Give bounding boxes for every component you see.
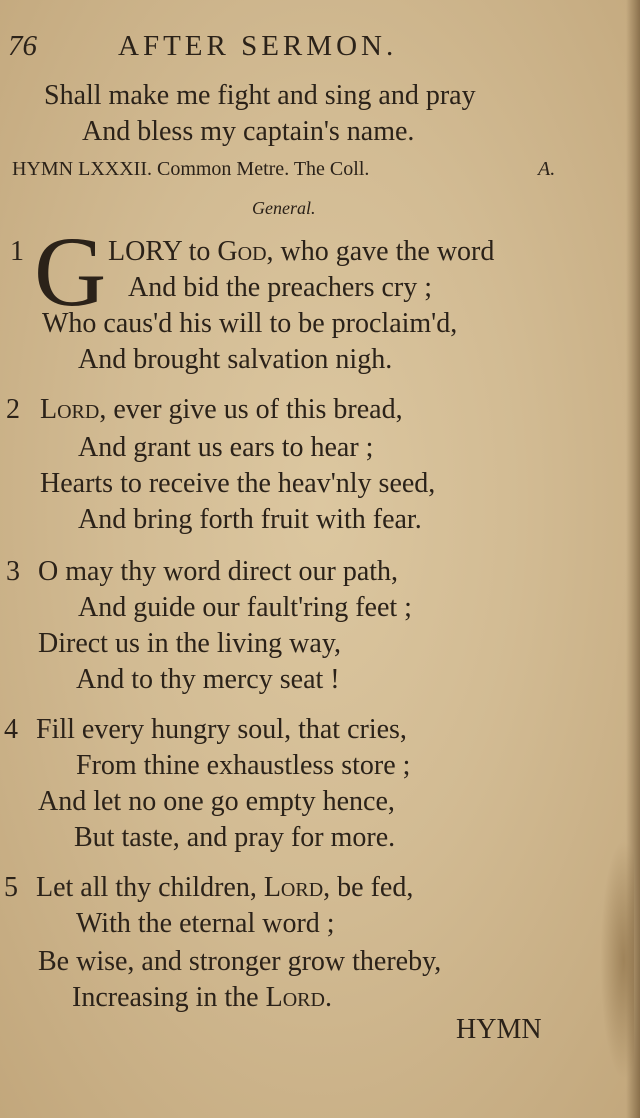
hymn-heading: HYMN LXXXII. Common Metre. The Coll.	[12, 158, 370, 180]
verse-line: From thine exhaustless store ;	[76, 750, 411, 781]
verse-line: And let no one go empty hence,	[38, 786, 395, 817]
verse-line: LORY to God, who gave the word	[108, 236, 495, 267]
catchword: HYMN	[456, 1014, 542, 1045]
verse-line: And grant us ears to hear ;	[78, 432, 374, 463]
drop-cap: G	[34, 216, 107, 327]
verse-line: And brought salvation nigh.	[78, 344, 393, 375]
page-stain	[600, 840, 634, 1080]
stanza-number: 2	[6, 394, 20, 425]
carryover-line-1: Shall make me fight and sing and pray	[44, 80, 476, 111]
hymn-heading-letter: A.	[538, 158, 556, 180]
verse-line: And guide our fault'ring feet ;	[78, 592, 412, 623]
hymn-subheading: General.	[252, 198, 316, 218]
verse-line: With the eternal word ;	[76, 908, 335, 939]
carryover-line-2: And bless my captain's name.	[82, 116, 415, 147]
verse-line: Lord, ever give us of this bread,	[40, 394, 403, 425]
page-number: 76	[8, 30, 37, 62]
verse-line: Increasing in the Lord.	[72, 982, 332, 1013]
stanza-number: 5	[4, 872, 18, 903]
verse-line: Be wise, and stronger grow thereby,	[38, 946, 442, 977]
verse-line: Let all thy children, Lord, be fed,	[36, 872, 414, 903]
verse-line: Who caus'd his will to be proclaim'd,	[42, 308, 458, 339]
verse-line: O may thy word direct our path,	[38, 556, 399, 587]
verse-line: And to thy mercy seat !	[76, 664, 340, 695]
stanza-number: 1	[10, 236, 24, 267]
verse-line: Hearts to receive the heav'nly seed,	[40, 468, 436, 499]
verse-line: Fill every hungry soul, that cries,	[36, 714, 407, 745]
stanza-number: 3	[6, 556, 20, 587]
verse-line: But taste, and pray for more.	[74, 822, 396, 853]
verse-line: And bid the preachers cry ;	[128, 272, 432, 303]
stanza-number: 4	[4, 714, 18, 745]
running-title: AFTER SERMON.	[118, 30, 398, 62]
verse-line: Direct us in the living way,	[38, 628, 342, 659]
verse-line: And bring forth fruit with fear.	[78, 504, 422, 535]
